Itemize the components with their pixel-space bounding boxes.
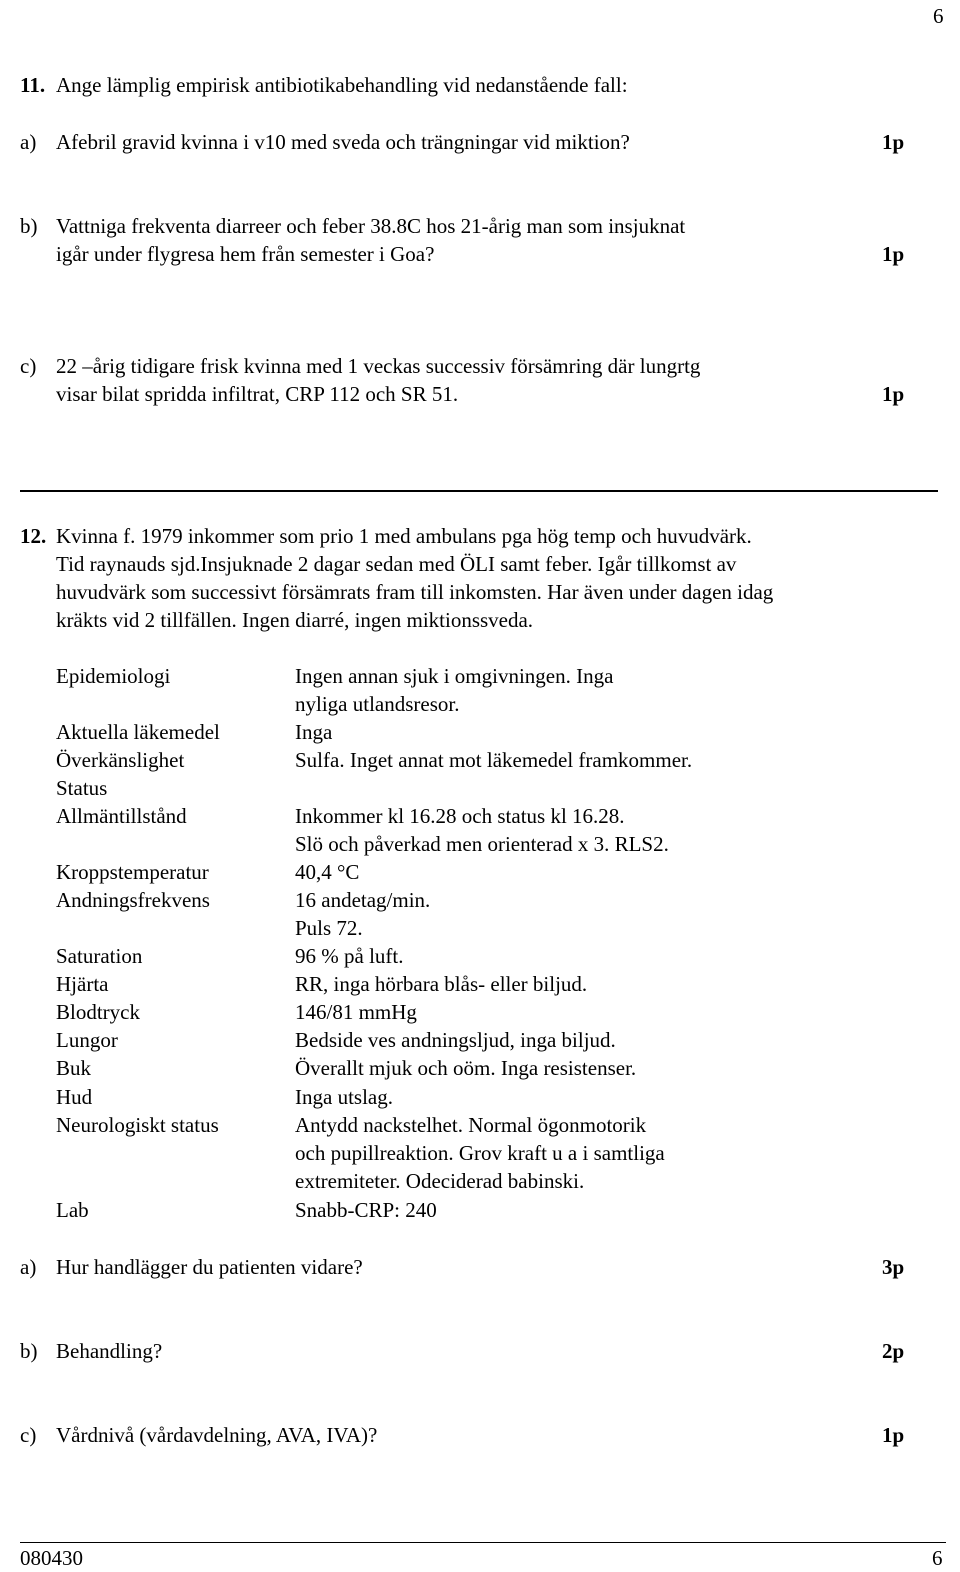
q12c-points: 1p bbox=[882, 1423, 905, 1447]
neuro-label: Neurologiskt status bbox=[56, 1113, 219, 1137]
q12c-text: Vårdnivå (vårdavdelning, AVA, IVA)? bbox=[56, 1423, 378, 1447]
andning-value-2: Puls 72. bbox=[295, 916, 363, 940]
saturation-label: Saturation bbox=[56, 944, 143, 968]
hjarta-label: Hjärta bbox=[56, 972, 109, 996]
q11a-label: a) bbox=[20, 130, 37, 154]
q11c-line2: visar bilat spridda infiltrat, CRP 112 och SR 51. bbox=[56, 382, 459, 406]
neuro-value-3: extremiteter. Odeciderad babinski. bbox=[295, 1169, 585, 1193]
header-page-number: 6 bbox=[933, 4, 944, 28]
q11c-points: 1p bbox=[882, 382, 905, 406]
q11b-line1: Vattniga frekventa diarreer och feber 38.8C hos 21-årig man som insjuknat bbox=[56, 214, 686, 238]
q12b-text: Behandling? bbox=[56, 1339, 163, 1363]
q11-number: 11. bbox=[20, 73, 46, 97]
q11b-line2: igår under flygresa hem från semester i Goa? bbox=[56, 242, 435, 266]
lungor-label: Lungor bbox=[56, 1028, 118, 1052]
lakemedel-label: Aktuella läkemedel bbox=[56, 720, 220, 744]
lakemedel-value: Inga bbox=[295, 720, 333, 744]
allmantillstand-label: Allmäntillstånd bbox=[56, 804, 187, 828]
q12-intro-line-2: Tid raynauds sjd.Insjuknade 2 dagar sedan med ÖLI samt feber. Igår tillkomst av bbox=[56, 552, 737, 576]
andning-value-1: 16 andetag/min. bbox=[295, 888, 431, 912]
footer-page-number: 6 bbox=[932, 1546, 943, 1570]
epidemiologi-value-2: nyliga utlandsresor. bbox=[295, 692, 460, 716]
blodtryck-label: Blodtryck bbox=[56, 1000, 140, 1024]
epidemiologi-label: Epidemiologi bbox=[56, 664, 171, 688]
q12-intro-line-4: kräkts vid 2 tillfällen. Ingen diarré, ingen miktionssveda. bbox=[56, 608, 534, 632]
hjarta-value: RR, inga hörbara blås- eller biljud. bbox=[295, 972, 588, 996]
allmantillstand-value-2: Slö och påverkad men orienterad x 3. RLS2. bbox=[295, 832, 669, 856]
q12-intro-line-3: huvudvärk som successivt försämrats fram till inkomsten. Har även under dagen idag bbox=[56, 580, 774, 604]
hud-value: Inga utslag. bbox=[295, 1085, 393, 1109]
q11a-points: 1p bbox=[882, 130, 905, 154]
q11c-label: c) bbox=[20, 354, 37, 378]
footer-divider bbox=[20, 1542, 946, 1543]
neuro-value-1: Antydd nackstelhet. Normal ögonmotorik bbox=[295, 1113, 647, 1137]
allmantillstand-value-1: Inkommer kl 16.28 och status kl 16.28. bbox=[295, 804, 625, 828]
lab-value: Snabb-CRP: 240 bbox=[295, 1198, 437, 1222]
buk-value: Överallt mjuk och oöm. Inga resistenser. bbox=[295, 1056, 637, 1080]
status-label: Status bbox=[56, 776, 108, 800]
footer-code: 080430 bbox=[20, 1546, 83, 1570]
saturation-value: 96 % på luft. bbox=[295, 944, 404, 968]
q11-text: Ange lämplig empirisk antibiotikabehandling vid nedanstående fall: bbox=[56, 73, 628, 97]
neuro-value-2: och pupillreaktion. Grov kraft u a i samtliga bbox=[295, 1141, 665, 1165]
q12a-label: a) bbox=[20, 1255, 37, 1279]
overkanslighet-value: Sulfa. Inget annat mot läkemedel framkommer. bbox=[295, 748, 693, 772]
q12b-points: 2p bbox=[882, 1339, 905, 1363]
q11b-points: 1p bbox=[882, 242, 905, 266]
blodtryck-value: 146/81 mmHg bbox=[295, 1000, 417, 1024]
q12-number: 12. bbox=[20, 524, 47, 548]
hud-label: Hud bbox=[56, 1085, 93, 1109]
buk-label: Buk bbox=[56, 1056, 92, 1080]
q12b-label: b) bbox=[20, 1339, 38, 1363]
andning-label: Andningsfrekvens bbox=[56, 888, 210, 912]
section-divider bbox=[20, 490, 938, 492]
q12a-text: Hur handlägger du patienten vidare? bbox=[56, 1255, 363, 1279]
lab-label: Lab bbox=[56, 1198, 89, 1222]
q11b-label: b) bbox=[20, 214, 38, 238]
q12c-label: c) bbox=[20, 1423, 37, 1447]
temp-label: Kroppstemperatur bbox=[56, 860, 209, 884]
q12-intro-line-1: Kvinna f. 1979 inkommer som prio 1 med ambulans pga hög temp och huvudvärk. bbox=[56, 524, 752, 548]
lungor-value: Bedside ves andningsljud, inga biljud. bbox=[295, 1028, 616, 1052]
q11a-text: Afebril gravid kvinna i v10 med sveda och trängningar vid miktion? bbox=[56, 130, 630, 154]
overkanslighet-label: Överkänslighet bbox=[56, 748, 185, 772]
q12a-points: 3p bbox=[882, 1255, 905, 1279]
epidemiologi-value-1: Ingen annan sjuk i omgivningen. Inga bbox=[295, 664, 614, 688]
q11c-line1: 22 –årig tidigare frisk kvinna med 1 veckas successiv försämring där lungrtg bbox=[56, 354, 701, 378]
temp-value: 40,4 °C bbox=[295, 860, 360, 884]
